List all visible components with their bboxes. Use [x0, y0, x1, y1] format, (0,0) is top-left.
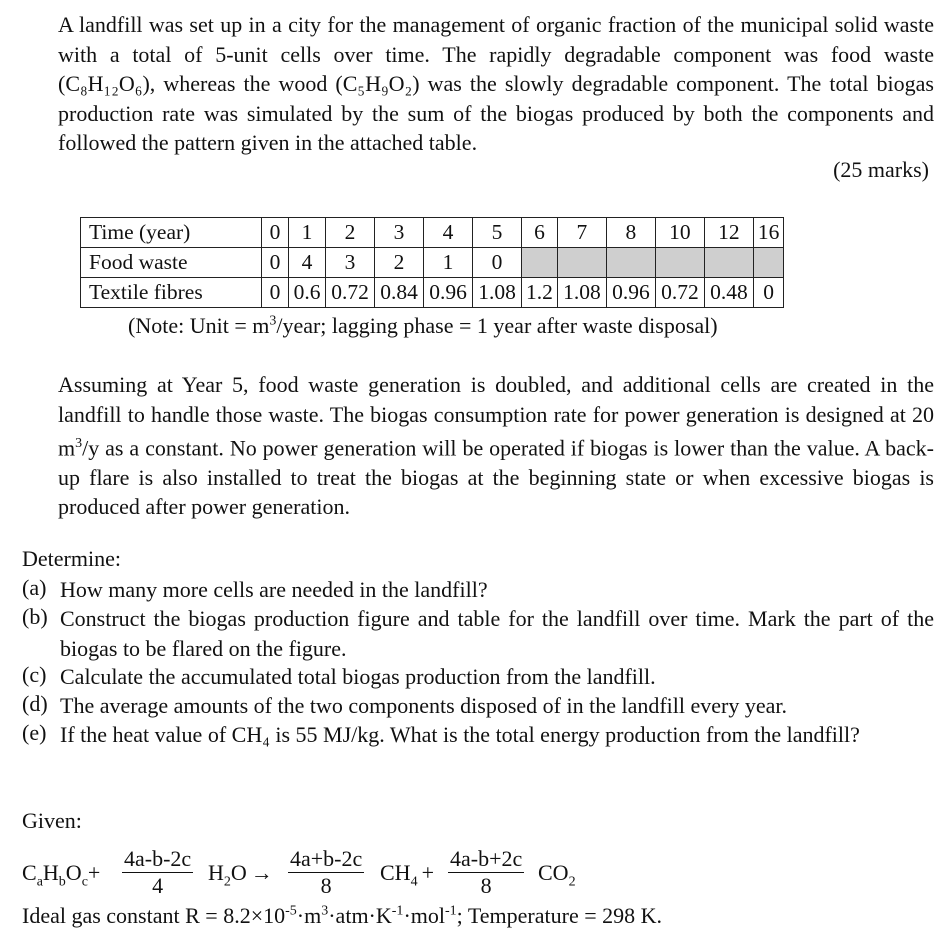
assumption-paragraph: [58, 370, 934, 522]
eq-text: H: [42, 860, 59, 885]
eq-text: CH: [380, 860, 411, 885]
eq-text: H: [208, 860, 224, 885]
eq-sub: a: [36, 874, 43, 890]
eq-sub: 2: [223, 874, 231, 890]
table-cell: 7: [557, 218, 606, 248]
table-cell: 1.2: [522, 278, 558, 308]
problem-intro: A landfill was set up in a city for the management of organic fraction of the municipal solid waste with a total of 5-unit cells over time. The rapidly degradable component was food waste (C₈H₁₂O₆), whereas the wood (C₅H₉O₂) was the slowly degradable component. The total biogas production rate was simulated by the sum of the biogas produced by both the components and followed the pattern given in the attached table.: [58, 12, 934, 155]
fraction-denominator: 8: [480, 873, 492, 898]
gas-text: ·atm·K: [328, 903, 392, 928]
question-label: (b): [22, 604, 48, 629]
question-text: If the heat value of CH₄ is 55 MJ/kg. What is the total energy production from the landfill?: [60, 722, 860, 747]
table-cell: 0.84: [375, 278, 424, 308]
table-cell: 10: [655, 218, 704, 248]
eq-sub: 2: [568, 874, 576, 890]
table-note: [128, 313, 718, 339]
assumption-text: Assuming at Year 5, food waste generation is doubled, and additional cells are created in the landfill to handle those waste. The biogas consumption rate for power generation is designed at 20 m: [58, 372, 934, 461]
fraction-numerator: 4a-b+2c: [450, 846, 523, 871]
table-cell: 0.96: [424, 278, 473, 308]
table-cell: 0.72: [326, 278, 375, 308]
table-cell: 3: [375, 218, 424, 248]
reaction-co2: [538, 860, 576, 890]
table-cell-blank: [655, 248, 704, 278]
gas-sup: 3: [321, 903, 329, 919]
question-text: Construct the biogas production figure and table for the landfill over time. Mark the part of the biogas to be flared on the figure.: [60, 606, 934, 661]
gas-text: ; Temperature = 298 K.: [456, 903, 663, 928]
table-cell: 0.48: [704, 278, 753, 308]
table-cell: Time (year): [81, 218, 262, 248]
fraction-numerator: 4a+b-2c: [290, 846, 363, 871]
marks-label: (25 marks): [833, 157, 929, 182]
note-text: /year; lagging phase = 1 year after waste disposal): [276, 313, 718, 338]
table-cell: 0: [473, 248, 522, 278]
table-cell: 0.6: [289, 278, 326, 308]
question-text: Calculate the accumulated total biogas production from the landfill.: [60, 664, 656, 689]
reaction-water: [208, 860, 273, 890]
eq-text: O: [65, 860, 82, 885]
table-row-time: [81, 218, 784, 248]
gas-text: ·m: [296, 903, 322, 928]
arrow-icon: →: [250, 860, 273, 885]
fraction-numerator: 4a-b-2c: [124, 846, 192, 871]
question-label: (e): [22, 720, 47, 745]
table-cell-blank: [522, 248, 558, 278]
gas-constant-line: [22, 903, 662, 929]
fraction-co2: [448, 846, 524, 899]
table-cell: 0: [753, 278, 784, 308]
question-text: How many more cells are needed in the landfill?: [60, 577, 488, 602]
table-cell: 0: [262, 278, 289, 308]
determine-heading: Determine:: [22, 546, 121, 571]
gas-text: Ideal gas constant R = 8.2×10: [22, 903, 286, 928]
assumption-sup: 3: [75, 436, 83, 451]
reaction-methane: [380, 860, 434, 890]
eq-text: CO: [538, 860, 569, 885]
table-cell-blank: [704, 248, 753, 278]
eq-text: O: [230, 860, 247, 885]
question-label: (a): [22, 575, 47, 600]
eq-sub: 4: [410, 874, 418, 890]
table-cell: 4: [424, 218, 473, 248]
table-cell: 1.08: [473, 278, 522, 308]
table-cell: 3: [326, 248, 375, 278]
eq-text: +: [421, 860, 434, 885]
table-cell: 2: [375, 248, 424, 278]
eq-text: C: [22, 860, 37, 885]
table-cell: 0: [262, 218, 289, 248]
table-cell: Textile fibres: [81, 278, 262, 308]
table-cell: 1: [424, 248, 473, 278]
given-label: Given:: [22, 808, 82, 833]
fraction-denominator: 8: [320, 873, 332, 898]
fraction-denominator: 4: [152, 873, 164, 898]
table-cell-blank: [557, 248, 606, 278]
fraction-methane: [288, 846, 364, 899]
table-cell: 6: [522, 218, 558, 248]
gas-sup: -1: [445, 903, 457, 919]
question-label: (d): [22, 691, 48, 716]
table-cell: 0.72: [655, 278, 704, 308]
question-text: The average amounts of the two components disposed of in the landfill every year.: [60, 693, 788, 718]
assumption-text: /y as a constant. No power generation will be operated if biogas is lower than the value. A back-up flare is also installed to treat the biogas at the beginning state or when excessive biogas is produced after power generation.: [58, 435, 934, 520]
question-label: (c): [22, 662, 47, 687]
table-cell: 2: [326, 218, 375, 248]
table-cell: 12: [704, 218, 753, 248]
note-sup: 3: [269, 313, 277, 329]
fraction-water: [122, 846, 193, 899]
eq-sub: c: [81, 874, 88, 890]
eq-sub: b: [58, 874, 66, 890]
table-cell: 1: [289, 218, 326, 248]
table-cell: 5: [473, 218, 522, 248]
gas-sup: -5: [285, 903, 297, 919]
gas-sup: -1: [391, 903, 404, 919]
table-cell: 16: [753, 218, 784, 248]
table-cell-blank: [606, 248, 655, 278]
table-cell: 4: [289, 248, 326, 278]
table-cell: 1.08: [557, 278, 606, 308]
eq-text: +: [87, 860, 101, 885]
table-cell: 0: [262, 248, 289, 278]
reaction-reactant: [22, 860, 100, 890]
table-cell: 8: [606, 218, 655, 248]
note-text: (Note: Unit = m: [128, 313, 270, 338]
table-row-food: [81, 248, 784, 278]
table-cell: Food waste: [81, 248, 262, 278]
biogas-table: [80, 217, 784, 308]
gas-text: ·mol: [403, 903, 445, 928]
table-row-textile: [81, 278, 784, 308]
table-cell-blank: [753, 248, 784, 278]
table-cell: 0.96: [606, 278, 655, 308]
